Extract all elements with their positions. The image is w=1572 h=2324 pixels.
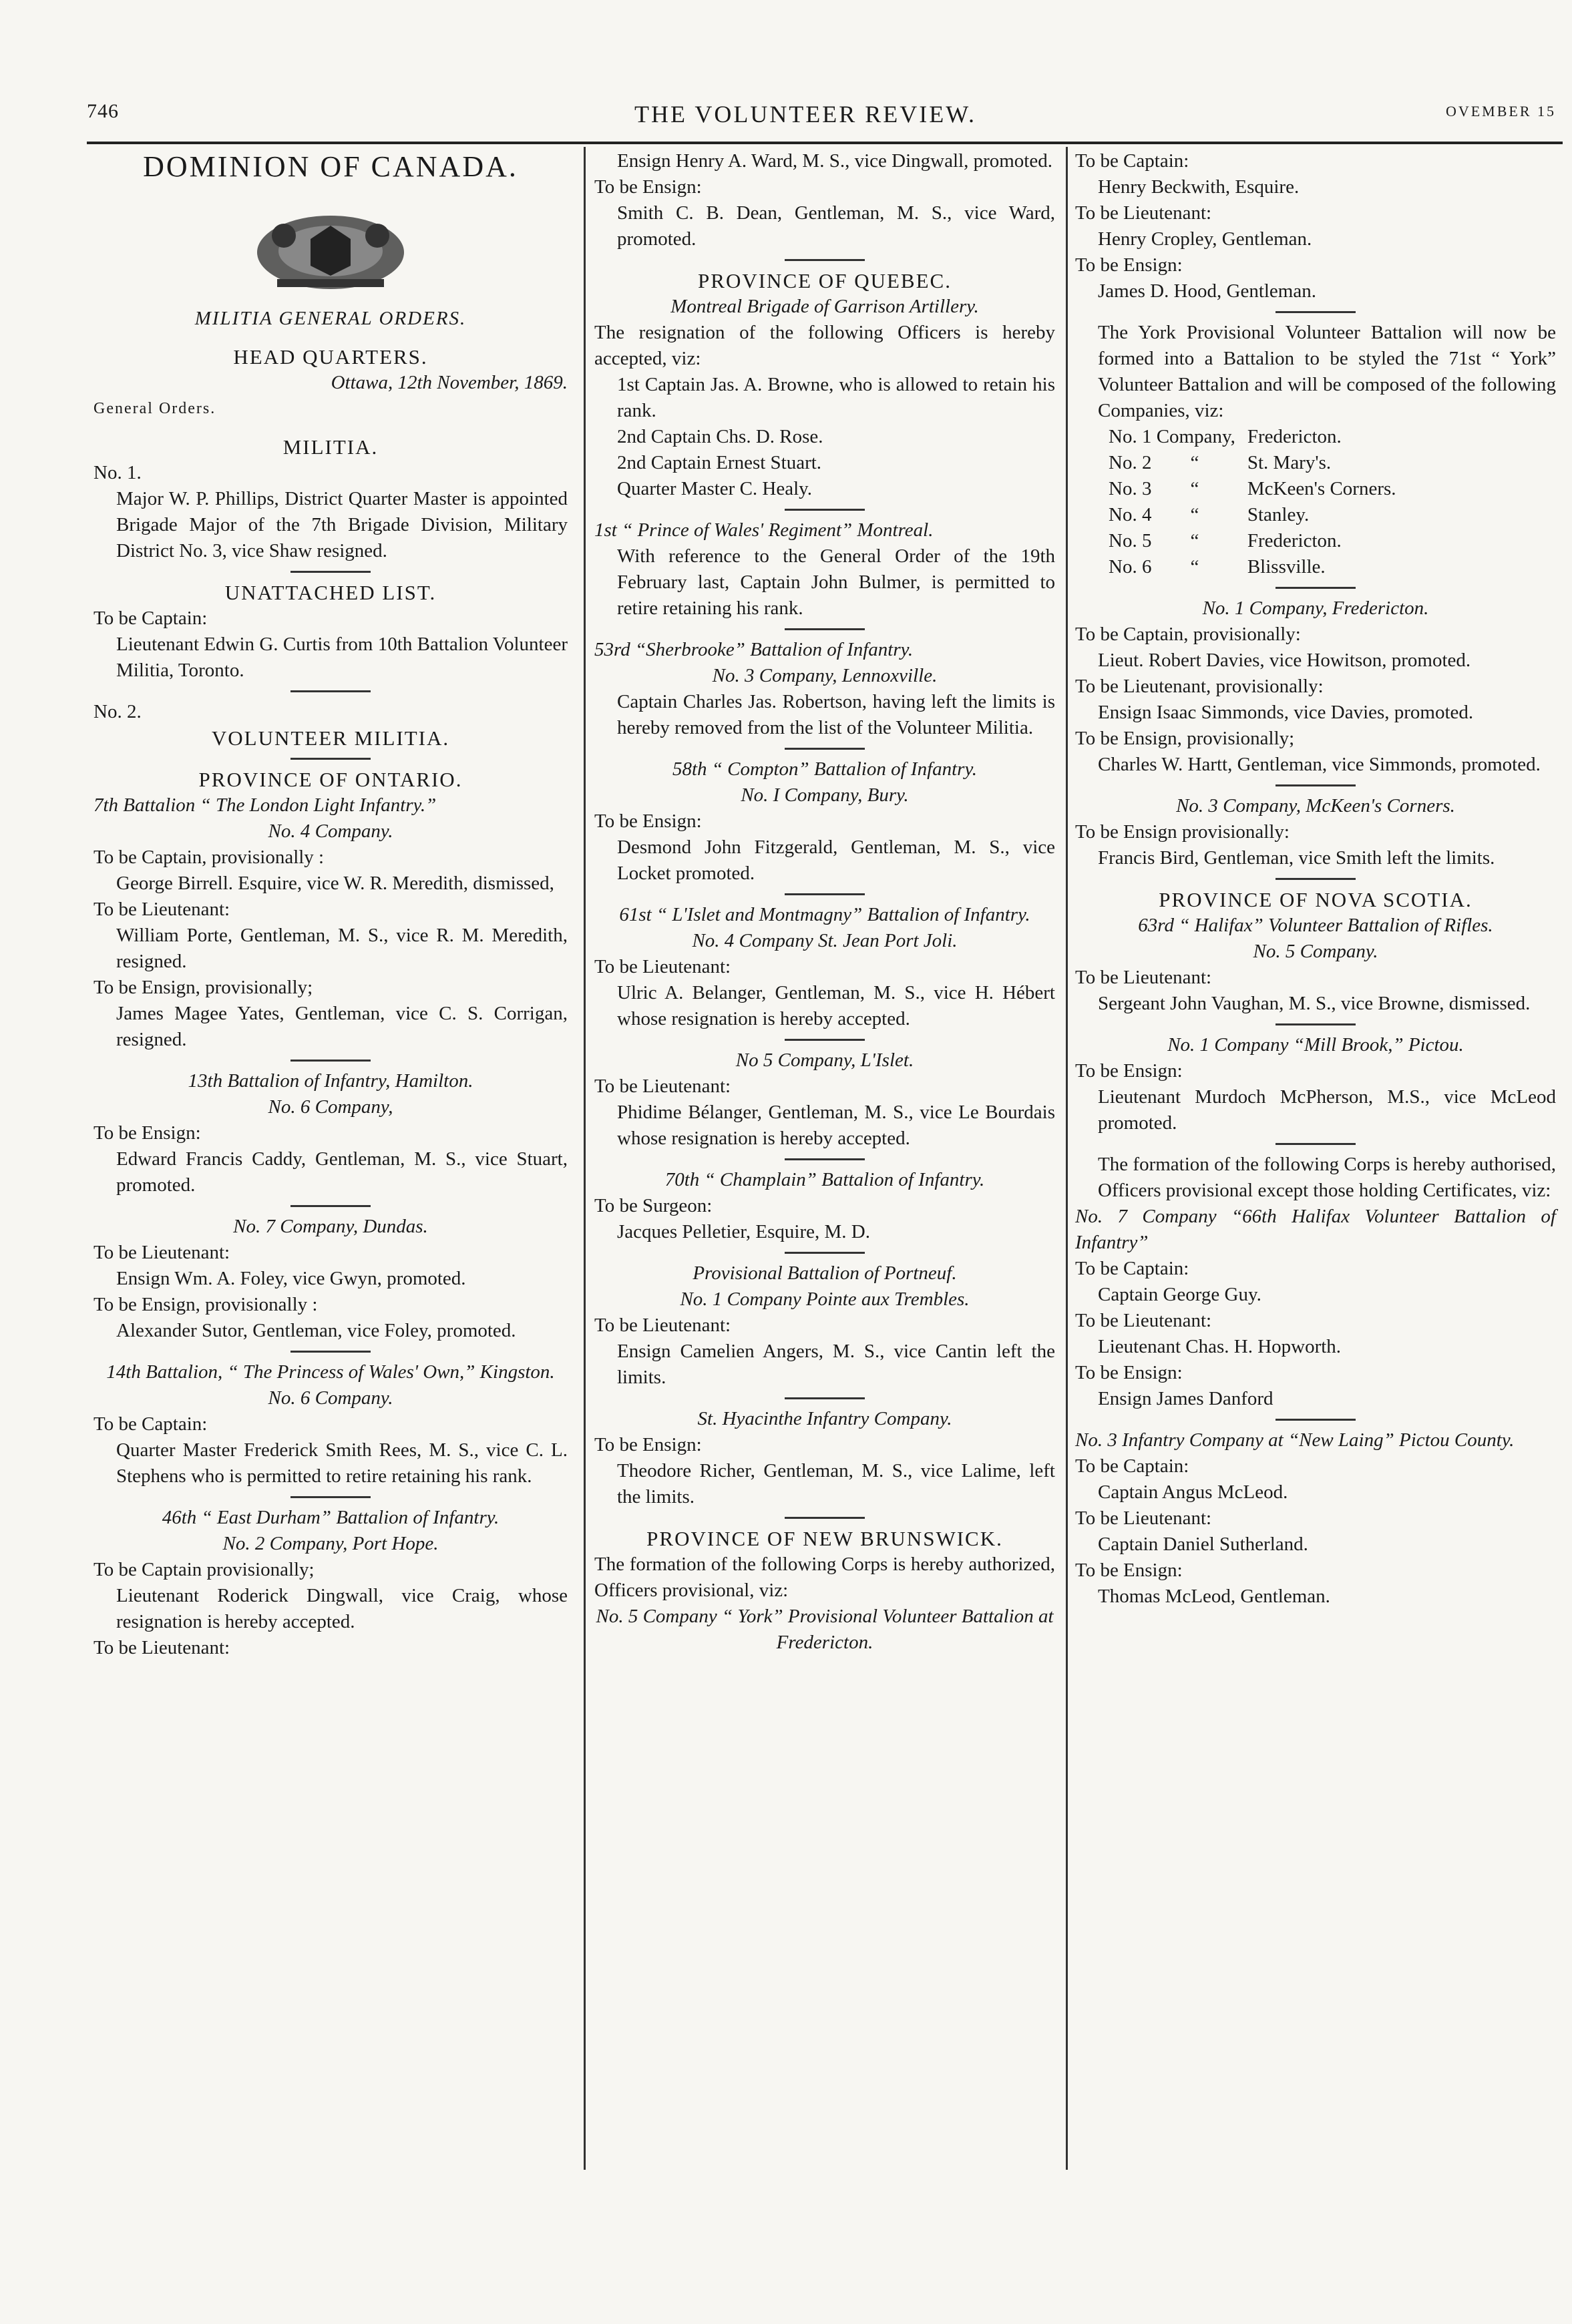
divider xyxy=(290,1496,371,1498)
appointment-title: To be Captain: xyxy=(93,1413,208,1435)
paragraph: Major W. P. Phillips, District Quarter Master is appointed Brigade Major of the 7th Brigade Division, Military District No. 3, vice Shaw resigned. xyxy=(116,488,568,561)
appointment-detail: Thomas McLeod, Gentleman. xyxy=(1098,1586,1330,1607)
appointment-title: To be Lieutenant: xyxy=(93,899,230,920)
ditto-mark: “ xyxy=(1190,504,1199,525)
table-row xyxy=(1109,424,1408,450)
appointment-detail: Henry Cropley, Gentleman. xyxy=(1098,228,1312,250)
company-heading: No. 5 Company. xyxy=(1253,941,1378,962)
page-header xyxy=(87,100,1556,140)
company-heading: No. 1 Company “Mill Brook,” Pictou. xyxy=(1167,1034,1464,1056)
section-heading: VOLUNTEER MILITIA. xyxy=(211,726,450,750)
appointment-title: To be Ensign: xyxy=(594,1434,702,1455)
province-heading: PROVINCE OF ONTARIO. xyxy=(198,768,463,791)
company-heading: No. 4 Company St. Jean Port Joli. xyxy=(692,930,958,951)
table-row xyxy=(1109,450,1408,476)
appointment-detail: Ulric A. Belanger, Gentleman, M. S., vice H. Hébert whose resignation is hereby accepted. xyxy=(617,982,1055,1029)
appointment-title: To be Captain provisionally; xyxy=(93,1559,315,1580)
militia-heading: MILITIA. xyxy=(282,435,379,459)
appointment-detail: Ensign James Danford xyxy=(1098,1388,1273,1409)
column-divider-2 xyxy=(1066,147,1068,2170)
table-row xyxy=(1109,528,1408,554)
appointment-detail: Ensign Wm. A. Foley, vice Gwyn, promoted. xyxy=(116,1268,466,1289)
appointment-title: To be Ensign, provisionally; xyxy=(1075,728,1295,749)
appointment-detail: Desmond John Fitzgerald, Gentleman, M. S., vice Locket promoted. xyxy=(617,837,1055,884)
appointment-title: To be Lieutenant: xyxy=(1075,1310,1212,1331)
appointment-detail: Sergeant John Vaughan, M. S., vice Browne, dismissed. xyxy=(1098,993,1531,1014)
appointment-detail: James Magee Yates, Gentleman, vice C. S. Corrigan, resigned. xyxy=(116,1003,568,1050)
divider xyxy=(290,571,371,573)
battalion-heading: Provisional Battalion of Portneuf. xyxy=(693,1262,957,1284)
appointment-title: To be Lieutenant, provisionally: xyxy=(1075,676,1324,697)
province-heading: PROVINCE OF NOVA SCOTIA. xyxy=(1159,888,1472,911)
appointment-detail: Charles W. Hartt, Gentleman, vice Simmonds, promoted. xyxy=(1098,754,1541,775)
appointment-detail: Lieutenant Murdoch McPherson, M.S., vice McLeod promoted. xyxy=(1098,1086,1556,1134)
hq-heading: HEAD QUARTERS. xyxy=(233,345,428,369)
appointment-title: To be Ensign: xyxy=(1075,254,1183,276)
company-heading: No. 7 Company, Dundas. xyxy=(233,1216,428,1237)
appointment-title: To be Captain: xyxy=(93,608,208,629)
table-row xyxy=(1109,502,1408,528)
company-place: Blissville. xyxy=(1247,556,1326,577)
divider xyxy=(785,259,865,261)
appointment-title: To be Ensign: xyxy=(594,176,702,198)
divider xyxy=(290,1205,371,1207)
appointment-title: To be Ensign: xyxy=(1075,1060,1183,1082)
company-heading: No. 1 Company, Fredericton. xyxy=(1202,598,1429,619)
divider xyxy=(290,1060,371,1062)
divider xyxy=(785,1158,865,1160)
table-row xyxy=(1109,554,1408,580)
divider xyxy=(1275,1419,1356,1421)
order-number: No. 1. xyxy=(93,462,142,483)
battalion-heading: 63rd “ Halifax” Volunteer Battalion of Rifles. xyxy=(1138,915,1493,936)
column-divider-1 xyxy=(584,147,586,2170)
battalion-heading: 1st “ Prince of Wales' Regiment” Montreal. xyxy=(594,519,934,541)
appointment-title: To be Ensign: xyxy=(1075,1362,1183,1383)
companies-table xyxy=(1109,424,1408,580)
company-number: No. 3 xyxy=(1109,478,1152,499)
paragraph: The formation of the following Corps is hereby authorised, Officers provisional except those holding Certificates, viz: xyxy=(1098,1154,1556,1201)
company-heading: No. I Company, Bury. xyxy=(741,784,909,806)
company-heading: No. 3 Company, McKeen's Corners. xyxy=(1176,795,1455,817)
appointment-title: To be Lieutenant: xyxy=(1075,1507,1212,1529)
ditto-mark: “ xyxy=(1190,556,1199,577)
divider xyxy=(1275,1143,1356,1145)
section-heading: UNATTACHED LIST. xyxy=(224,581,437,604)
divider xyxy=(290,1351,371,1353)
appointment-detail: Theodore Richer, Gentleman, M. S., vice Lalime, left the limits. xyxy=(617,1460,1055,1507)
appointment-title: To be Ensign: xyxy=(93,1122,201,1144)
appointment-title: To be Ensign, provisionally : xyxy=(93,1294,318,1315)
appointment-detail: Henry Beckwith, Esquire. xyxy=(1098,176,1300,198)
province-heading: PROVINCE OF NEW BRUNSWICK. xyxy=(646,1527,1003,1550)
appointment-detail: Lieutenant Edwin G. Curtis from 10th Battalion Volunteer Militia, Toronto. xyxy=(116,634,568,681)
appointment-title: To be Lieutenant: xyxy=(93,1242,230,1263)
appointment-title: To be Lieutenant: xyxy=(594,956,731,977)
company-number: No. 1 Company, xyxy=(1109,426,1235,447)
publication-title: THE VOLUNTEER REVIEW. xyxy=(634,101,976,128)
divider xyxy=(785,1039,865,1041)
masthead-title: DOMINION OF CANADA. xyxy=(143,150,518,183)
appointment-title: To be Lieutenant: xyxy=(1075,202,1212,224)
general-orders-label: General Orders. xyxy=(93,400,216,417)
company-heading: No. 7 Company “66th Halifax Volunteer Battalion of Infantry” xyxy=(1075,1206,1556,1253)
battalion-heading: 46th “ East Durham” Battalion of Infantry. xyxy=(162,1507,500,1528)
company-heading: No. 3 Company, Lennoxville. xyxy=(712,665,938,686)
divider xyxy=(785,1252,865,1254)
appointment-title: To be Ensign: xyxy=(1075,1560,1183,1581)
company-place: Fredericton. xyxy=(1247,530,1342,551)
column-2 xyxy=(594,148,1055,1656)
company-heading: No. 6 Company. xyxy=(268,1387,393,1409)
appointment-detail: Captain Daniel Sutherland. xyxy=(1098,1534,1308,1555)
paragraph: The York Provisional Volunteer Battalion will now be formed into a Battalion to be styled the 71st “ York” Volunteer Battalion and will be composed of the following Companies, viz: xyxy=(1098,322,1556,421)
divider xyxy=(785,893,865,895)
order-number: No. 2. xyxy=(93,701,142,722)
ditto-mark: “ xyxy=(1190,452,1199,473)
appointment-detail: Alexander Sutor, Gentleman, vice Foley, promoted. xyxy=(116,1320,516,1341)
company-heading: No. 4 Company. xyxy=(268,821,393,842)
appointment-title: To be Lieutenant: xyxy=(1075,967,1212,988)
battalion-heading: St. Hyacinthe Infantry Company. xyxy=(697,1408,952,1429)
column-1 xyxy=(93,148,568,1661)
province-heading: PROVINCE OF QUEBEC. xyxy=(698,269,952,292)
appointment-detail: Captain George Guy. xyxy=(1098,1284,1261,1305)
appointment-detail: Francis Bird, Gentleman, vice Smith left the limits. xyxy=(1098,847,1495,869)
appointment-title: To be Ensign: xyxy=(594,810,702,832)
appointment-detail: George Birrell. Esquire, vice W. R. Meredith, dismissed, xyxy=(116,873,554,894)
divider xyxy=(1275,878,1356,880)
appointment-detail: Ensign Camelien Angers, M. S., vice Cantin left the limits. xyxy=(617,1341,1055,1388)
header-rule xyxy=(87,142,1563,144)
battalion-heading: 14th Battalion, “ The Princess of Wales' Own,” Kingston. xyxy=(106,1361,555,1383)
company-number: No. 4 xyxy=(1109,504,1152,525)
appointment-detail: Edward Francis Caddy, Gentleman, M. S., vice Stuart, promoted. xyxy=(116,1148,568,1196)
appointment-detail: Jacques Pelletier, Esquire, M. D. xyxy=(617,1221,870,1242)
company-place: St. Mary's. xyxy=(1247,452,1332,473)
appointment-detail: James D. Hood, Gentleman. xyxy=(1098,280,1316,302)
ditto-mark: “ xyxy=(1190,478,1199,499)
appointment-detail: William Porte, Gentleman, M. S., vice R. M. Meredith, resigned. xyxy=(116,925,568,972)
divider xyxy=(785,628,865,630)
divider xyxy=(1275,311,1356,313)
company-number: No. 5 xyxy=(1109,530,1152,551)
appointment-title: To be Lieutenant: xyxy=(93,1637,230,1658)
company-number: No. 6 xyxy=(1109,556,1152,577)
company-place: Stanley. xyxy=(1247,504,1310,525)
appointment-detail: Ensign Isaac Simmonds, vice Davies, promoted. xyxy=(1098,702,1474,723)
battalion-heading: No. 5 Company “ York” Provisional Volunteer Battalion at Fredericton. xyxy=(596,1606,1054,1653)
battalion-heading: Montreal Brigade of Garrison Artillery. xyxy=(670,296,979,317)
divider xyxy=(785,1517,865,1519)
company-place: McKeen's Corners. xyxy=(1247,478,1396,499)
ditto-mark: “ xyxy=(1190,530,1199,551)
divider xyxy=(1275,784,1356,786)
appointment-detail: Lieut. Robert Davies, vice Howitson, promoted. xyxy=(1098,650,1471,671)
list-item: Quarter Master C. Healy. xyxy=(617,478,813,499)
company-place: Fredericton. xyxy=(1247,426,1342,447)
appointment-title: To be Lieutenant: xyxy=(594,1076,731,1097)
battalion-heading: 70th “ Champlain” Battalion of Infantry. xyxy=(664,1169,985,1190)
table-row xyxy=(1109,476,1408,502)
paragraph: The formation of the following Corps is hereby authorized, Officers provisional, viz: xyxy=(594,1554,1055,1601)
appointment-detail: Lieutenant Roderick Dingwall, vice Craig, whose resignation is hereby accepted. xyxy=(116,1585,568,1632)
list-item: 2nd Captain Chs. D. Rose. xyxy=(617,426,823,447)
divider xyxy=(1275,587,1356,589)
appointment-detail: Lieutenant Chas. H. Hopworth. xyxy=(1098,1336,1342,1357)
company-heading: No. 6 Company, xyxy=(268,1096,393,1118)
paragraph: Captain Charles Jas. Robertson, having left the limits is hereby removed from the list of the Volunteer Militia. xyxy=(617,691,1055,738)
coat-of-arms-icon xyxy=(237,199,424,299)
company-heading: No 5 Company, L'Islet. xyxy=(735,1050,914,1071)
battalion-heading: 7th Battalion “ The London Light Infantry.” xyxy=(93,794,437,816)
list-item: 1st Captain Jas. A. Browne, who is allowed to retain his rank. xyxy=(617,374,1055,421)
appointment-detail: Smith C. B. Dean, Gentleman, M. S., vice Ward, promoted. xyxy=(617,202,1055,250)
company-heading: No. 3 Infantry Company at “New Laing” Pictou County. xyxy=(1075,1429,1515,1451)
divider xyxy=(785,509,865,511)
appointment-title: To be Ensign, provisionally; xyxy=(93,977,313,998)
dateline: Ottawa, 12th November, 1869. xyxy=(331,372,568,393)
divider xyxy=(1275,1023,1356,1025)
appointment-title: To be Lieutenant: xyxy=(594,1315,731,1336)
appointment-detail: Captain Angus McLeod. xyxy=(1098,1481,1288,1503)
list-item: 2nd Captain Ernest Stuart. xyxy=(617,452,822,473)
divider xyxy=(785,748,865,750)
battalion-heading: 13th Battalion of Infantry, Hamilton. xyxy=(188,1070,473,1092)
appointment-detail: Ensign Henry A. Ward, M. S., vice Dingwall, promoted. xyxy=(617,150,1052,172)
divider xyxy=(290,758,371,760)
appointment-title: To be Captain: xyxy=(1075,1258,1189,1279)
company-heading: No. 1 Company Pointe aux Trembles. xyxy=(680,1289,970,1310)
appointment-title: To be Ensign provisionally: xyxy=(1075,821,1290,843)
appointment-title: To be Surgeon: xyxy=(594,1195,713,1216)
paragraph: With reference to the General Order of the 19th February last, Captain John Bulmer, is permitted to retire retaining his rank. xyxy=(617,545,1055,619)
appointment-title: To be Captain: xyxy=(1075,1455,1189,1477)
battalion-heading: 61st “ L'Islet and Montmagny” Battalion of Infantry. xyxy=(619,904,1030,925)
paragraph: The resignation of the following Officers is hereby accepted, viz: xyxy=(594,322,1055,369)
appointment-title: To be Captain: xyxy=(1075,150,1189,172)
appointment-title: To be Captain, provisionally : xyxy=(93,847,325,868)
divider xyxy=(290,690,371,692)
appointment-detail: Quarter Master Frederick Smith Rees, M. S., vice C. L. Stephens who is permitted to retire retaining his rank. xyxy=(116,1439,568,1487)
company-number: No. 2 xyxy=(1109,452,1152,473)
divider xyxy=(785,1397,865,1399)
column-3 xyxy=(1075,148,1556,1610)
battalion-heading: 58th “ Compton” Battalion of Infantry. xyxy=(672,758,977,780)
date-fragment: OVEMBER 15 xyxy=(1445,103,1556,120)
subtitle: MILITIA GENERAL ORDERS. xyxy=(194,308,467,329)
page-number: 746 xyxy=(87,100,119,122)
battalion-heading: 53rd “Sherbrooke” Battalion of Infantry. xyxy=(594,639,914,660)
appointment-detail: Phidime Bélanger, Gentleman, M. S., vice Le Bourdais whose resignation is hereby accepted. xyxy=(617,1102,1055,1149)
appointment-title: To be Captain, provisionally: xyxy=(1075,624,1301,645)
company-heading: No. 2 Company, Port Hope. xyxy=(222,1533,439,1554)
